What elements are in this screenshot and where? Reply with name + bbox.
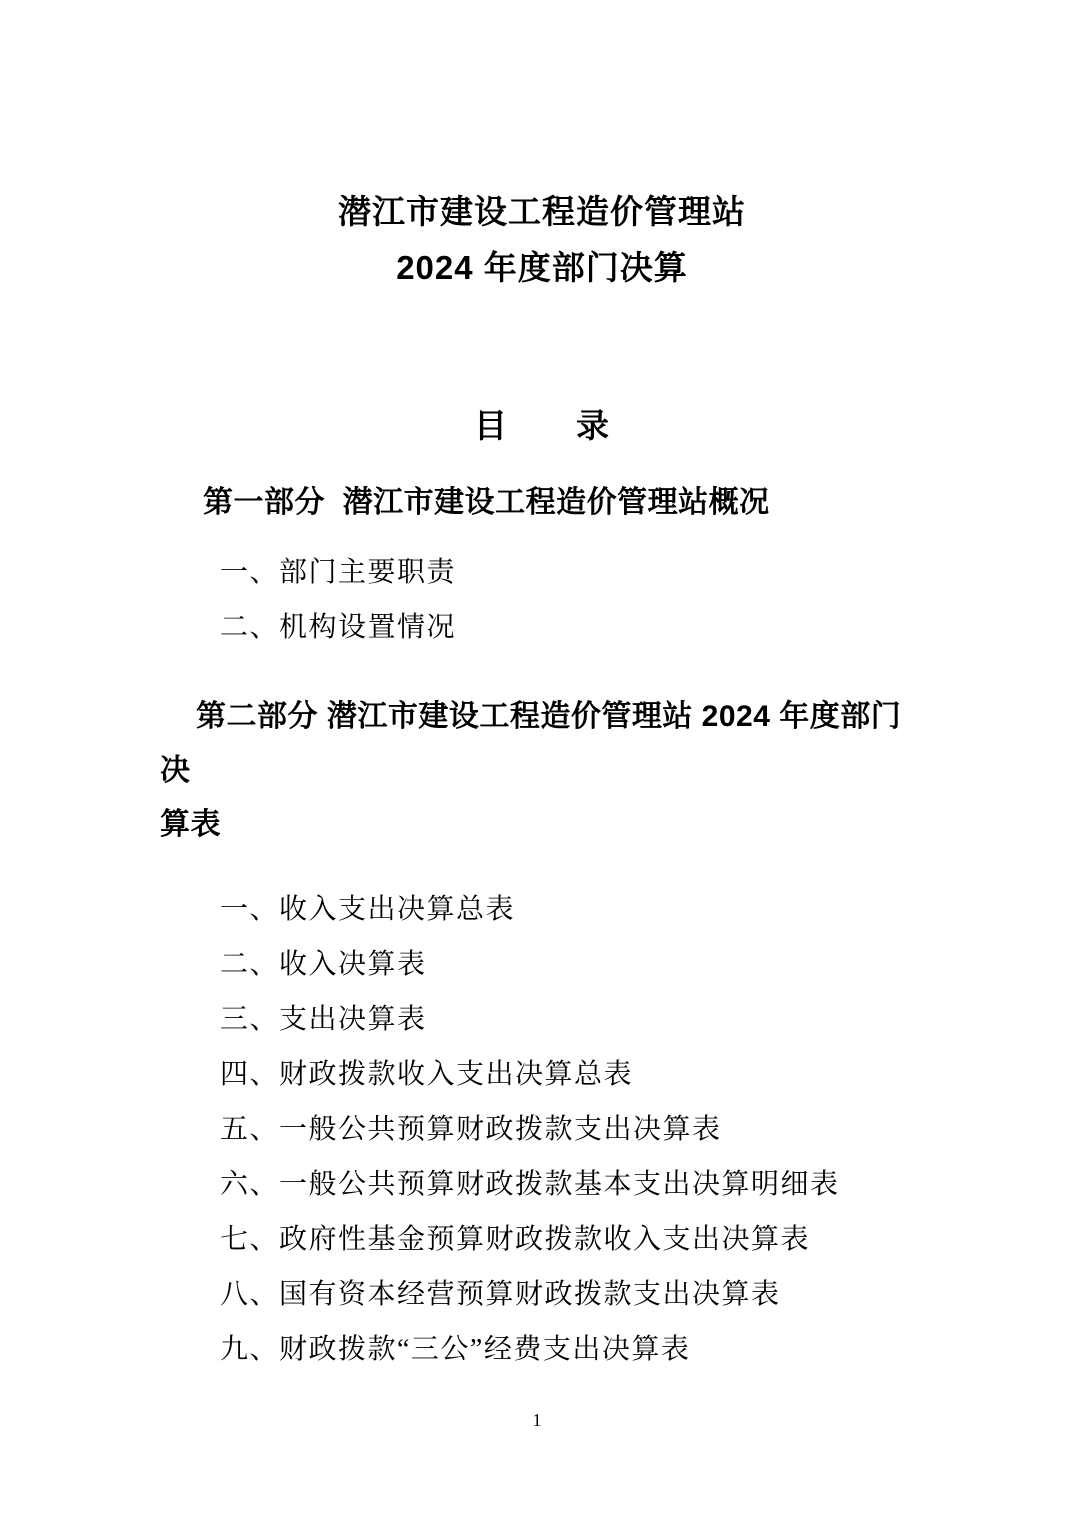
toc-item-part2-8: 八、国有资本经营预算财政拨款支出决算表 [220, 1279, 781, 1310]
toc-item-part2-9: 九、财政拨款“三公”经费支出决算表 [220, 1334, 691, 1365]
toc-item-part2-3: 三、支出决算表 [220, 1004, 427, 1035]
page-number: 1 [532, 1410, 542, 1430]
toc-heading: 目 录 [474, 407, 610, 444]
toc-item-part1-1: 一、部门主要职责 [220, 557, 457, 588]
part1-item-list [160, 549, 924, 652]
section-heading-part2-line2: 算表 [160, 808, 221, 841]
toc-item-part2-6: 六、一般公共预算财政拨款基本支出决算明细表 [220, 1169, 840, 1200]
section-heading-part1: 第一部分 潜江市建设工程造价管理站概况 [203, 486, 770, 519]
document-title-line2: 2024 年度部门决算 [396, 249, 688, 286]
toc-item-part2-4: 四、财政拨款收入支出决算总表 [220, 1059, 634, 1090]
toc-item-part2-2: 二、收入决算表 [220, 949, 427, 980]
part2-item-list [160, 886, 924, 1374]
toc-item-part1-2: 二、机构设置情况 [220, 612, 457, 643]
document-title-line1: 潜江市建设工程造价管理站 [338, 193, 746, 230]
toc-item-part2-7: 七、政府性基金预算财政拨款收入支出决算表 [220, 1224, 811, 1255]
toc-item-part2-1: 一、收入支出决算总表 [220, 894, 516, 925]
toc-item-part2-5: 五、一般公共预算财政拨款支出决算表 [220, 1114, 722, 1145]
section-heading-part2-line1: 第二部分 潜江市建设工程造价管理站 2024 年度部门决 [160, 700, 902, 787]
